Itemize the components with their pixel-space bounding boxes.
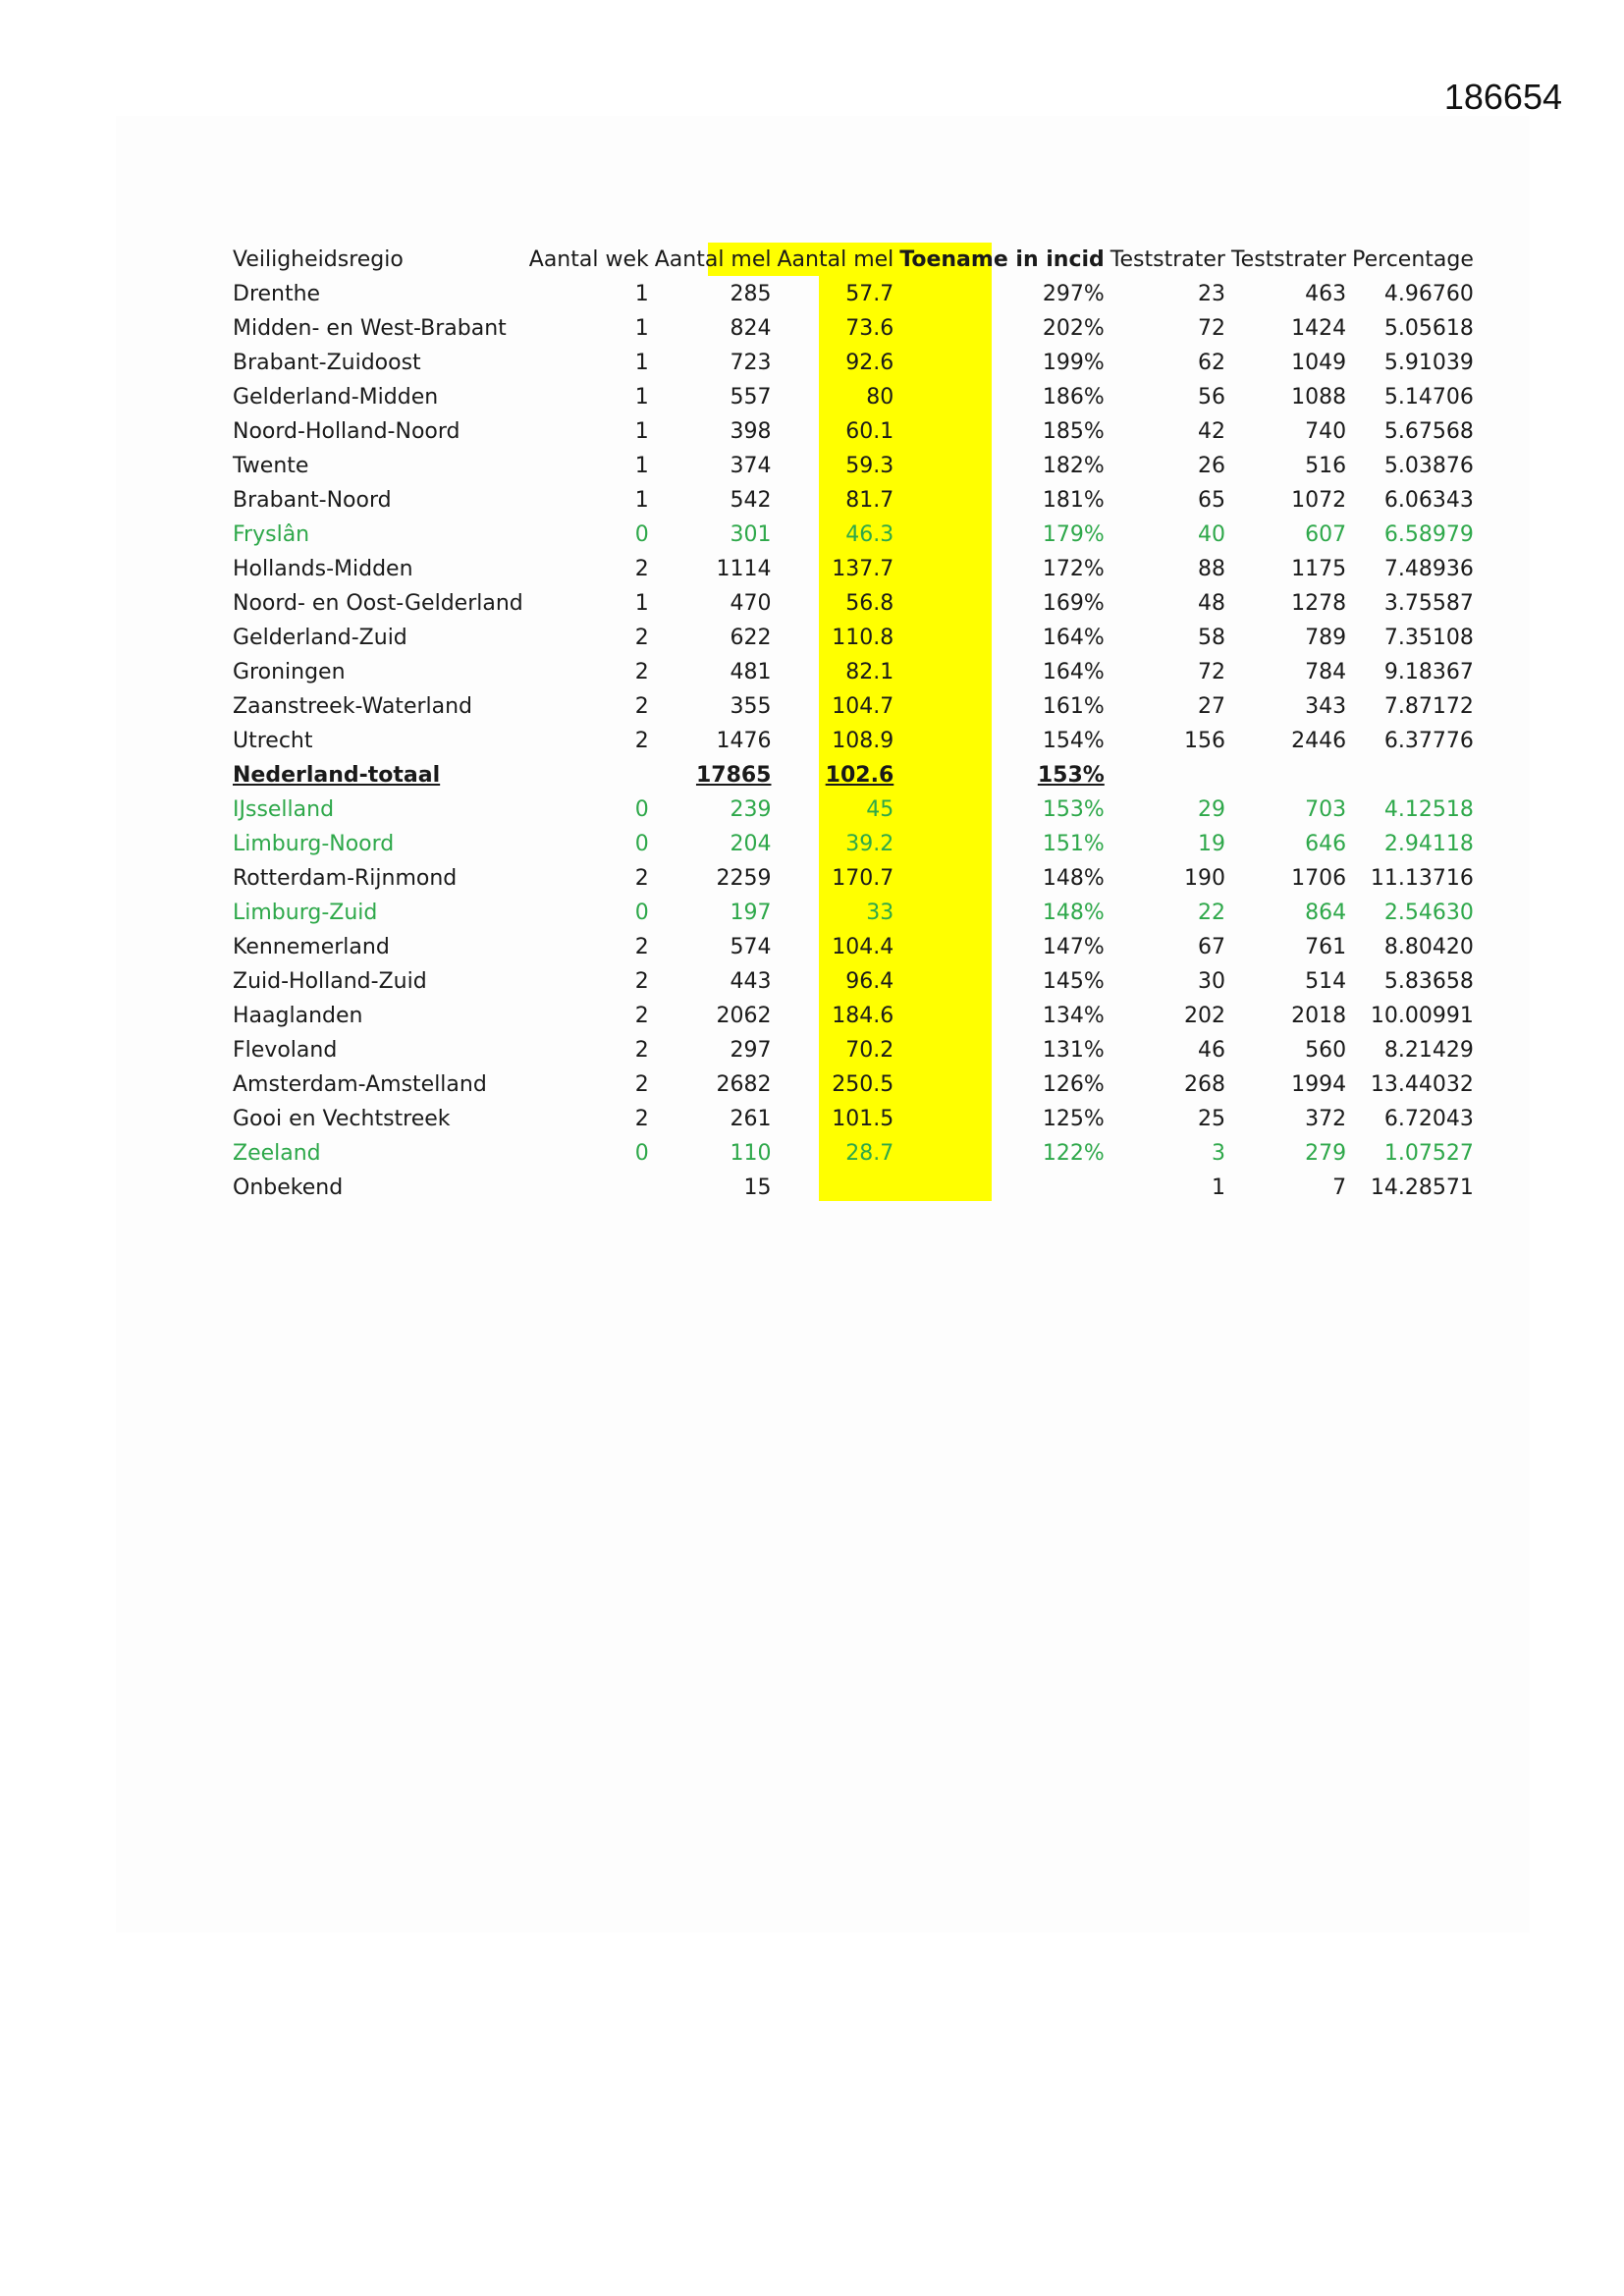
cell-meldingen: 285: [730, 282, 772, 306]
cell-teststraten-1: 72: [1197, 660, 1225, 684]
cell-weken: 1: [634, 282, 649, 306]
cell-teststraten-1: 62: [1197, 351, 1225, 375]
cell-teststraten-2: 740: [1305, 419, 1347, 444]
table-row: [230, 964, 1477, 999]
cell-region: Haaglanden: [233, 1004, 363, 1028]
cell-teststraten-1: 46: [1197, 1038, 1225, 1063]
cell-toename: 148%: [1042, 901, 1105, 925]
cell-incidentie: 82.1: [845, 660, 894, 684]
cell-weken: 2: [634, 1107, 649, 1131]
cell-teststraten-2: 7: [1332, 1175, 1347, 1200]
header-region: Veiligheidsregio: [233, 247, 404, 272]
table-row: [230, 586, 1477, 621]
cell-incidentie: 80: [866, 385, 894, 410]
cell-teststraten-1: 67: [1197, 935, 1225, 959]
table-row: [230, 621, 1477, 655]
cell-region: Groningen: [233, 660, 346, 684]
table-row: [230, 1067, 1477, 1102]
cell-incidentie: 57.7: [845, 282, 894, 306]
cell-weken: 2: [634, 660, 649, 684]
cell-percentage: 7.48936: [1383, 557, 1474, 581]
cell-region: Midden- en West-Brabant: [233, 316, 507, 341]
cell-incidentie: 110.8: [832, 626, 894, 650]
cell-toename: 297%: [1042, 282, 1105, 306]
cell-teststraten-2: 372: [1305, 1107, 1347, 1131]
cell-incidentie: 250.5: [832, 1072, 894, 1097]
cell-toename: 202%: [1042, 316, 1105, 341]
cell-percentage: 6.72043: [1383, 1107, 1474, 1131]
cell-teststraten-2: 463: [1305, 282, 1347, 306]
cell-meldingen: 301: [730, 522, 772, 547]
cell-incidentie: [775, 1171, 897, 1205]
cell-toename: 147%: [1042, 935, 1105, 959]
cell-teststraten-1: 25: [1197, 1107, 1225, 1131]
cell-teststraten-1: 58: [1197, 626, 1225, 650]
cell-meldingen: 443: [730, 969, 772, 994]
header-teststraten-1: Teststrater: [1110, 247, 1225, 272]
cell-meldingen: 557: [730, 385, 772, 410]
table-row: [230, 346, 1477, 380]
cell-incidentie: 59.3: [845, 454, 894, 478]
cell-toename: 172%: [1042, 557, 1105, 581]
cell-meldingen: 824: [730, 316, 772, 341]
cell-weken: 0: [634, 522, 649, 547]
cell-region: Drenthe: [233, 282, 321, 306]
header-weken: Aantal wek: [528, 247, 649, 272]
cell-toename: 122%: [1042, 1141, 1105, 1166]
cell-teststraten-1: 23: [1197, 282, 1225, 306]
cell-percentage: 11.13716: [1370, 866, 1474, 891]
cell-incidentie: 81.7: [845, 488, 894, 513]
cell-region: Limburg-Noord: [233, 832, 395, 856]
cell-weken: 1: [634, 591, 649, 616]
cell-toename: 199%: [1042, 351, 1105, 375]
cell-meldingen: 239: [730, 797, 772, 822]
cell-weken: 2: [634, 557, 649, 581]
cell-weken: 2: [634, 969, 649, 994]
cell-meldingen: 622: [730, 626, 772, 650]
cell-percentage: 8.80420: [1383, 935, 1474, 959]
cell-percentage: 5.14706: [1383, 385, 1474, 410]
cell-region: Noord- en Oost-Gelderland: [233, 591, 523, 616]
cell-teststraten-1: 72: [1197, 316, 1225, 341]
cell-incidentie: 92.6: [845, 351, 894, 375]
cell-region: Zaanstreek-Waterland: [233, 694, 473, 719]
cell-region: Twente: [233, 454, 309, 478]
cell-percentage: 7.87172: [1383, 694, 1474, 719]
cell-weken: 2: [634, 694, 649, 719]
cell-meldingen: 542: [730, 488, 772, 513]
cell-incidentie: 39.2: [845, 832, 894, 856]
cell-region: IJsselland: [233, 797, 335, 822]
cell-percentage: 8.21429: [1383, 1038, 1474, 1063]
table-row: [230, 518, 1477, 552]
table-row: [230, 689, 1477, 724]
cell-toename: 126%: [1042, 1072, 1105, 1097]
table-row: [230, 1102, 1477, 1136]
cell-region: Gelderland-Zuid: [233, 626, 407, 650]
cell-teststraten-1: 30: [1197, 969, 1225, 994]
cell-teststraten-2: 607: [1305, 522, 1347, 547]
cell-region: Onbekend: [233, 1175, 344, 1200]
header-meldingen: Aantal mel: [654, 247, 772, 272]
cell-meldingen: 355: [730, 694, 772, 719]
table-row: [230, 861, 1477, 896]
cell-toename: 131%: [1042, 1038, 1105, 1063]
cell-teststraten-2: [1228, 758, 1349, 793]
cell-meldingen: 15: [743, 1175, 772, 1200]
cell-meldingen: 261: [730, 1107, 772, 1131]
table-row: [230, 896, 1477, 930]
cell-meldingen: 2062: [716, 1004, 772, 1028]
cell-weken: 2: [634, 866, 649, 891]
region-table: [230, 243, 1477, 1205]
cell-weken: [526, 1171, 652, 1205]
cell-weken: 1: [634, 454, 649, 478]
cell-toename: 145%: [1042, 969, 1105, 994]
cell-incidentie: 102.6: [825, 763, 894, 788]
cell-region: Zuid-Holland-Zuid: [233, 969, 427, 994]
cell-teststraten-2: 343: [1305, 694, 1347, 719]
cell-region: Utrecht: [233, 729, 313, 753]
cell-percentage: 3.75587: [1383, 591, 1474, 616]
table-row: [230, 999, 1477, 1033]
cell-teststraten-1: [1108, 758, 1228, 793]
cell-weken: [526, 758, 652, 793]
cell-meldingen: 398: [730, 419, 772, 444]
table-row: [230, 930, 1477, 964]
cell-percentage: 14.28571: [1370, 1175, 1474, 1200]
cell-region: Nederland-totaal: [233, 763, 441, 788]
cell-teststraten-1: 202: [1183, 1004, 1225, 1028]
cell-incidentie: 45: [866, 797, 894, 822]
cell-teststraten-1: 42: [1197, 419, 1225, 444]
cell-meldingen: 1476: [716, 729, 772, 753]
table-header-row: [230, 243, 1477, 277]
cell-incidentie: 137.7: [832, 557, 894, 581]
cell-teststraten-2: 516: [1305, 454, 1347, 478]
cell-teststraten-2: 1278: [1291, 591, 1347, 616]
cell-weken: 2: [634, 1072, 649, 1097]
cell-incidentie: 104.7: [832, 694, 894, 719]
cell-meldingen: 110: [730, 1141, 772, 1166]
cell-incidentie: 184.6: [832, 1004, 894, 1028]
cell-weken: 2: [634, 935, 649, 959]
cell-incidentie: 73.6: [845, 316, 894, 341]
cell-toename: 125%: [1042, 1107, 1105, 1131]
table-row: [230, 311, 1477, 346]
header-percentage: Percentage: [1352, 247, 1474, 272]
cell-region: Flevoland: [233, 1038, 338, 1063]
header-incidentie: Aantal mel: [777, 247, 894, 272]
cell-incidentie: 56.8: [845, 591, 894, 616]
cell-teststraten-1: 3: [1211, 1141, 1225, 1166]
cell-teststraten-1: 268: [1183, 1072, 1225, 1097]
cell-incidentie: 70.2: [845, 1038, 894, 1063]
cell-weken: 0: [634, 1141, 649, 1166]
cell-percentage: 5.91039: [1383, 351, 1474, 375]
cell-incidentie: 96.4: [845, 969, 894, 994]
cell-toename: 182%: [1042, 454, 1105, 478]
cell-weken: 1: [634, 351, 649, 375]
cell-teststraten-2: 761: [1305, 935, 1347, 959]
cell-incidentie: 60.1: [845, 419, 894, 444]
cell-toename: 151%: [1042, 832, 1105, 856]
cell-toename: 186%: [1042, 385, 1105, 410]
cell-meldingen: 1114: [716, 557, 772, 581]
table-row: [230, 758, 1477, 793]
cell-region: Rotterdam-Rijnmond: [233, 866, 458, 891]
cell-teststraten-2: 703: [1305, 797, 1347, 822]
table-row: [230, 552, 1477, 586]
cell-teststraten-2: 646: [1305, 832, 1347, 856]
cell-meldingen: 374: [730, 454, 772, 478]
cell-percentage: [1349, 758, 1477, 793]
cell-toename: 169%: [1042, 591, 1105, 616]
cell-meldingen: 197: [730, 901, 772, 925]
cell-teststraten-1: 156: [1183, 729, 1225, 753]
cell-meldingen: 2259: [716, 866, 772, 891]
cell-meldingen: 470: [730, 591, 772, 616]
cell-toename: 148%: [1042, 866, 1105, 891]
header-teststraten-2: Teststrater: [1230, 247, 1347, 272]
cell-teststraten-2: 1072: [1291, 488, 1347, 513]
cell-weken: 0: [634, 797, 649, 822]
cell-region: Amsterdam-Amstelland: [233, 1072, 487, 1097]
document-number: 186654: [1443, 77, 1562, 117]
cell-teststraten-1: 29: [1197, 797, 1225, 822]
cell-percentage: 4.12518: [1383, 797, 1474, 822]
cell-weken: 1: [634, 316, 649, 341]
cell-region: Brabant-Zuidoost: [233, 351, 421, 375]
cell-percentage: 2.54630: [1383, 901, 1474, 925]
cell-weken: 2: [634, 1004, 649, 1028]
table-row: [230, 655, 1477, 689]
cell-teststraten-2: 279: [1305, 1141, 1347, 1166]
cell-weken: 1: [634, 488, 649, 513]
cell-teststraten-1: 19: [1197, 832, 1225, 856]
cell-meldingen: 574: [730, 935, 772, 959]
cell-teststraten-2: 2446: [1291, 729, 1347, 753]
cell-incidentie: 108.9: [832, 729, 894, 753]
cell-incidentie: 170.7: [832, 866, 894, 891]
header-toename: Toename in incid: [899, 247, 1105, 272]
cell-meldingen: 481: [730, 660, 772, 684]
cell-teststraten-2: 1424: [1291, 316, 1347, 341]
cell-teststraten-1: 190: [1183, 866, 1225, 891]
cell-region: Hollands-Midden: [233, 557, 413, 581]
cell-teststraten-2: 864: [1305, 901, 1347, 925]
cell-percentage: 7.35108: [1383, 626, 1474, 650]
cell-region: Limburg-Zuid: [233, 901, 378, 925]
table-row: [230, 1136, 1477, 1171]
cell-meldingen: 723: [730, 351, 772, 375]
cell-toename: [896, 1171, 1108, 1205]
table-row: [230, 380, 1477, 414]
cell-toename: 161%: [1042, 694, 1105, 719]
cell-teststraten-1: 88: [1197, 557, 1225, 581]
cell-teststraten-1: 40: [1197, 522, 1225, 547]
cell-teststraten-2: 560: [1305, 1038, 1347, 1063]
cell-teststraten-1: 48: [1197, 591, 1225, 616]
cell-teststraten-2: 1994: [1291, 1072, 1347, 1097]
cell-meldingen: 17865: [695, 763, 772, 788]
cell-incidentie: 104.4: [832, 935, 894, 959]
table-row: [230, 414, 1477, 449]
cell-percentage: 6.06343: [1383, 488, 1474, 513]
cell-teststraten-2: 1088: [1291, 385, 1347, 410]
cell-percentage: 2.94118: [1383, 832, 1474, 856]
cell-toename: 181%: [1042, 488, 1105, 513]
cell-toename: 185%: [1042, 419, 1105, 444]
table-row: [230, 483, 1477, 518]
cell-region: Gelderland-Midden: [233, 385, 439, 410]
cell-meldingen: 2682: [716, 1072, 772, 1097]
cell-teststraten-1: 65: [1197, 488, 1225, 513]
cell-teststraten-2: 1049: [1291, 351, 1347, 375]
cell-percentage: 4.96760: [1383, 282, 1474, 306]
cell-incidentie: 28.7: [845, 1141, 894, 1166]
cell-incidentie: 33: [866, 901, 894, 925]
cell-teststraten-2: 2018: [1291, 1004, 1347, 1028]
cell-toename: 154%: [1042, 729, 1105, 753]
cell-teststraten-1: 27: [1197, 694, 1225, 719]
cell-teststraten-2: 1175: [1291, 557, 1347, 581]
cell-weken: 2: [634, 729, 649, 753]
cell-toename: 164%: [1042, 660, 1105, 684]
cell-percentage: 10.00991: [1370, 1004, 1474, 1028]
cell-meldingen: 204: [730, 832, 772, 856]
cell-incidentie: 101.5: [832, 1107, 894, 1131]
table-row: [230, 1171, 1477, 1205]
cell-incidentie: 46.3: [845, 522, 894, 547]
cell-toename: 164%: [1042, 626, 1105, 650]
cell-teststraten-2: 784: [1305, 660, 1347, 684]
cell-region: Kennemerland: [233, 935, 390, 959]
cell-percentage: 1.07527: [1383, 1141, 1474, 1166]
cell-teststraten-1: 56: [1197, 385, 1225, 410]
cell-region: Fryslân: [233, 522, 310, 547]
cell-region: Zeeland: [233, 1141, 321, 1166]
cell-toename: 179%: [1042, 522, 1105, 547]
cell-weken: 2: [634, 1038, 649, 1063]
cell-percentage: 6.37776: [1383, 729, 1474, 753]
cell-region: Noord-Holland-Noord: [233, 419, 460, 444]
cell-weken: 0: [634, 832, 649, 856]
table-row: [230, 827, 1477, 861]
cell-toename: 153%: [1042, 797, 1105, 822]
cell-toename: 153%: [1037, 763, 1105, 788]
cell-weken: 1: [634, 419, 649, 444]
cell-teststraten-1: 22: [1197, 901, 1225, 925]
cell-teststraten-1: 1: [1211, 1175, 1225, 1200]
cell-weken: 0: [634, 901, 649, 925]
cell-percentage: 5.03876: [1383, 454, 1474, 478]
table-row: [230, 449, 1477, 483]
cell-percentage: 13.44032: [1370, 1072, 1474, 1097]
cell-percentage: 9.18367: [1383, 660, 1474, 684]
cell-percentage: 6.58979: [1383, 522, 1474, 547]
table-row: [230, 277, 1477, 311]
cell-percentage: 5.67568: [1383, 419, 1474, 444]
cell-teststraten-2: 1706: [1291, 866, 1347, 891]
cell-weken: 1: [634, 385, 649, 410]
cell-meldingen: 297: [730, 1038, 772, 1063]
cell-teststraten-2: 789: [1305, 626, 1347, 650]
cell-percentage: 5.05618: [1383, 316, 1474, 341]
table-row: [230, 1033, 1477, 1067]
table-row: [230, 724, 1477, 758]
table-row: [230, 793, 1477, 827]
cell-region: Brabant-Noord: [233, 488, 392, 513]
cell-weken: 2: [634, 626, 649, 650]
cell-region: Gooi en Vechtstreek: [233, 1107, 451, 1131]
cell-teststraten-1: 26: [1197, 454, 1225, 478]
cell-toename: 134%: [1042, 1004, 1105, 1028]
cell-teststraten-2: 514: [1305, 969, 1347, 994]
cell-percentage: 5.83658: [1383, 969, 1474, 994]
